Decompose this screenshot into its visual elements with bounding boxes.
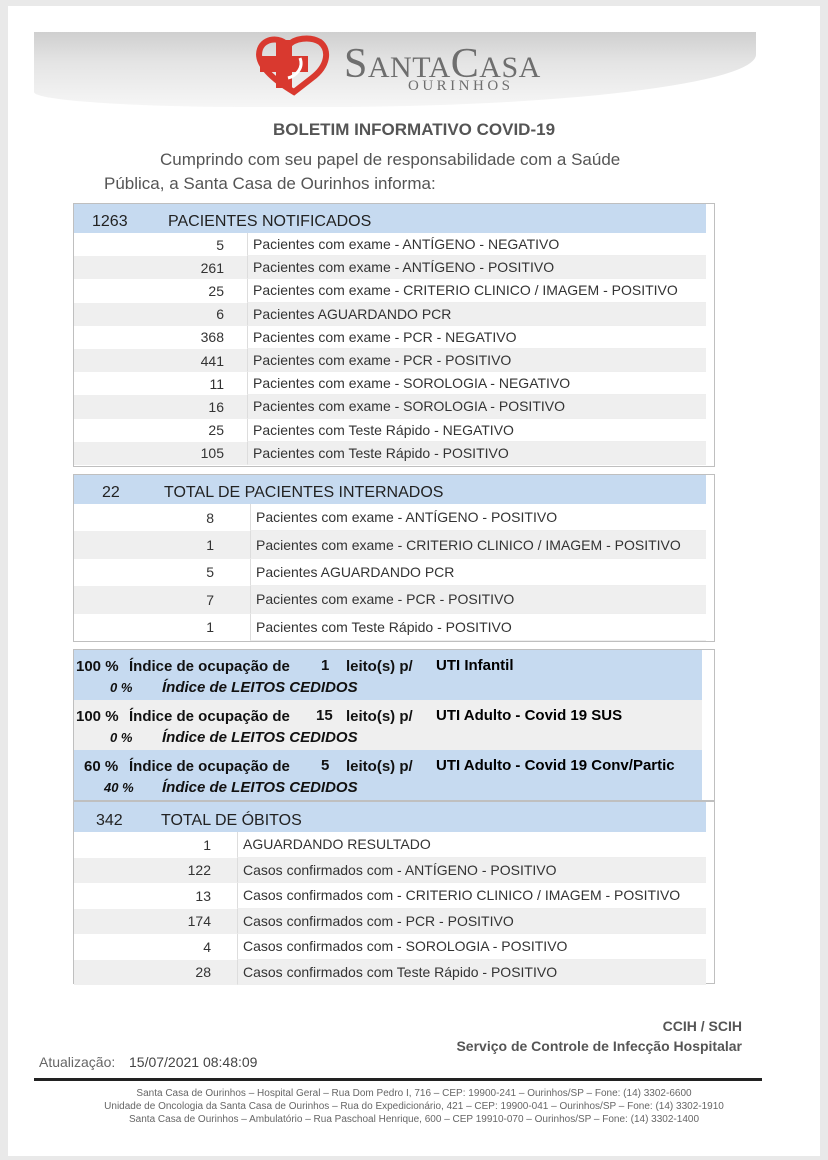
table-row bbox=[74, 858, 706, 884]
row-count: 11 bbox=[209, 375, 224, 392]
row-count: 174 bbox=[187, 913, 211, 930]
signature-service: Serviço de Controle de Infecção Hospitalar bbox=[456, 1038, 742, 1054]
occupancy-percent: 100 % bbox=[76, 658, 119, 675]
signature-ccih: CCIH / SCIH bbox=[662, 1018, 742, 1034]
obitos-header bbox=[74, 802, 706, 832]
row-count: 28 bbox=[195, 964, 211, 981]
table-row bbox=[74, 504, 706, 531]
occupancy-beds-label: leito(s) p/ bbox=[346, 758, 413, 775]
row-label: Pacientes com Teste Rápido - POSITIVO bbox=[247, 442, 706, 465]
row-label: Pacientes com exame - PCR - POSITIVO bbox=[247, 349, 706, 372]
row-count: 6 bbox=[216, 306, 224, 323]
footer-divider bbox=[34, 1078, 762, 1081]
table-row bbox=[74, 279, 706, 302]
occupancy-unit-name: UTI Infantil bbox=[436, 657, 514, 674]
santa-casa-logo-icon bbox=[254, 34, 334, 96]
row-label: Pacientes com exame - ANTÍGENO - POSITIVO bbox=[250, 504, 706, 531]
row-count: 261 bbox=[200, 259, 224, 276]
row-count: 105 bbox=[200, 445, 224, 462]
occupancy-index-label: Índice de ocupação de bbox=[129, 708, 290, 725]
row-count: 1 bbox=[203, 836, 211, 853]
obitos-label: TOTAL DE ÓBITOS bbox=[161, 812, 302, 829]
update-timestamp: 15/07/2021 08:48:09 bbox=[129, 1054, 258, 1070]
table-row bbox=[74, 442, 706, 465]
notified-total: 1263 bbox=[92, 213, 128, 230]
row-label: AGUARDANDO RESULTADO bbox=[237, 832, 706, 858]
row-label: Pacientes AGUARDANDO PCR bbox=[247, 303, 706, 326]
row-count: 1 bbox=[206, 537, 214, 554]
row-count: 441 bbox=[200, 352, 224, 369]
ceded-percent: 40 % bbox=[104, 780, 134, 795]
row-count: 368 bbox=[200, 329, 224, 346]
occupancy-beds-label: leito(s) p/ bbox=[346, 658, 413, 675]
row-label: Pacientes com exame - SOROLOGIA - NEGATIVO bbox=[247, 372, 706, 395]
table-row bbox=[74, 934, 706, 960]
notified-label: PACIENTES NOTIFICADOS bbox=[168, 213, 372, 230]
internados-label: TOTAL DE PACIENTES INTERNADOS bbox=[164, 484, 444, 501]
row-label: Pacientes com Teste Rápido - NEGATIVO bbox=[247, 419, 706, 442]
occupancy-beds-label: leito(s) p/ bbox=[346, 708, 413, 725]
occupancy-uti-infantil bbox=[74, 650, 702, 700]
footer-line: Unidade de Oncologia da Santa Casa de Ourinhos – Rua do Expedicionário, 421 – CEP: 19900-041 – Ourinhos/SP – Fone: (14) 3302-1910 bbox=[104, 1101, 724, 1112]
occupancy-unit-name: UTI Adulto - Covid 19 SUS bbox=[436, 707, 623, 724]
row-count: 8 bbox=[206, 509, 214, 526]
row-count: 7 bbox=[206, 591, 214, 608]
table-row bbox=[74, 832, 706, 858]
document-page bbox=[8, 6, 820, 1156]
occupancy-uti-adulto-conv bbox=[74, 750, 702, 800]
table-row bbox=[74, 395, 706, 418]
table-row bbox=[74, 303, 706, 326]
row-label: Pacientes com exame - CRITERIO CLINICO / IMAGEM - POSITIVO bbox=[250, 531, 706, 558]
internados-total: 22 bbox=[102, 484, 120, 501]
ceded-label: Índice de LEITOS CEDIDOS bbox=[162, 679, 358, 696]
notified-header bbox=[74, 204, 706, 233]
row-label: Casos confirmados com - CRITERIO CLINICO / IMAGEM - POSITIVO bbox=[237, 883, 706, 909]
row-count: 122 bbox=[187, 862, 211, 879]
row-count: 25 bbox=[208, 422, 224, 439]
footer-line: Santa Casa de Ourinhos – Ambulatório – Rua Paschoal Henrique, 600 – CEP 19910-070 – Ourinhos/SP – Fone: (14) 3302-1400 bbox=[129, 1114, 699, 1125]
row-label: Pacientes com exame - CRITERIO CLINICO / IMAGEM - POSITIVO bbox=[247, 279, 706, 302]
occupancy-index-label: Índice de ocupação de bbox=[129, 758, 290, 775]
table-row bbox=[74, 960, 706, 986]
obitos-table bbox=[73, 801, 715, 984]
intro-text: Cumprindo com seu papel de responsabilidade com a Saúde Pública, a Santa Casa de Ourinhos informa: bbox=[104, 150, 621, 193]
notified-table bbox=[73, 203, 715, 467]
table-row bbox=[74, 909, 706, 935]
table-row bbox=[74, 883, 706, 909]
row-count: 5 bbox=[206, 564, 214, 581]
row-label: Casos confirmados com Teste Rápido - POSITIVO bbox=[237, 960, 706, 986]
brand-subtitle: OURINHOS bbox=[408, 78, 514, 94]
table-row bbox=[74, 349, 706, 372]
row-label: Pacientes com exame - PCR - NEGATIVO bbox=[247, 326, 706, 349]
table-row bbox=[74, 586, 706, 613]
ceded-percent: 0 % bbox=[110, 730, 133, 745]
row-count: 16 bbox=[208, 398, 224, 415]
row-count: 25 bbox=[208, 282, 224, 299]
row-label: Pacientes com exame - ANTÍGENO - NEGATIVO bbox=[247, 233, 706, 256]
occupancy-bed-count: 15 bbox=[316, 707, 333, 724]
row-label: Pacientes com Teste Rápido - POSITIVO bbox=[250, 614, 706, 641]
occupancy-percent: 60 % bbox=[84, 758, 119, 775]
table-row bbox=[74, 559, 706, 586]
row-count: 4 bbox=[203, 938, 211, 955]
internados-table bbox=[73, 474, 715, 642]
obitos-total: 342 bbox=[96, 812, 123, 829]
row-label: Pacientes com exame - ANTÍGENO - POSITIVO bbox=[247, 256, 706, 279]
occupancy-uti-adulto-sus bbox=[74, 700, 702, 750]
table-row bbox=[74, 326, 706, 349]
ceded-label: Índice de LEITOS CEDIDOS bbox=[162, 729, 358, 746]
table-row bbox=[74, 419, 706, 442]
table-row bbox=[74, 531, 706, 558]
occupancy-unit-name: UTI Adulto - Covid 19 Conv/Partic bbox=[436, 757, 675, 774]
row-label: Pacientes AGUARDANDO PCR bbox=[250, 559, 706, 586]
row-count: 5 bbox=[216, 236, 224, 253]
occupancy-bed-count: 5 bbox=[321, 757, 330, 774]
page-title: BOLETIM INFORMATIVO COVID-19 bbox=[272, 120, 556, 139]
occupancy-percent: 100 % bbox=[76, 708, 119, 725]
row-count: 1 bbox=[206, 619, 214, 636]
ceded-percent: 0 % bbox=[110, 680, 133, 695]
update-label: Atualização: bbox=[39, 1054, 116, 1070]
table-row bbox=[74, 614, 706, 641]
table-row bbox=[74, 372, 706, 395]
table-row bbox=[74, 233, 706, 256]
brand-name: SANTACASA bbox=[344, 41, 541, 87]
row-label: Pacientes com exame - SOROLOGIA - POSITIVO bbox=[247, 395, 706, 418]
table-row bbox=[74, 256, 706, 279]
row-label: Casos confirmados com - PCR - POSITIVO bbox=[237, 909, 706, 935]
row-label: Casos confirmados com - SOROLOGIA - POSITIVO bbox=[237, 934, 706, 960]
row-count: 13 bbox=[195, 887, 211, 904]
row-label: Pacientes com exame - PCR - POSITIVO bbox=[250, 586, 706, 613]
occupancy-index-label: Índice de ocupação de bbox=[129, 658, 290, 675]
row-label: Casos confirmados com - ANTÍGENO - POSITIVO bbox=[237, 858, 706, 884]
occupancy-panel bbox=[73, 649, 715, 801]
footer-line: Santa Casa de Ourinhos – Hospital Geral – Rua Dom Pedro I, 716 – CEP: 19900-241 – Ourinhos/SP – Fone: (14) 3302-6600 bbox=[136, 1088, 692, 1099]
occupancy-bed-count: 1 bbox=[321, 657, 330, 674]
ceded-label: Índice de LEITOS CEDIDOS bbox=[162, 779, 358, 796]
internados-header bbox=[74, 475, 706, 504]
